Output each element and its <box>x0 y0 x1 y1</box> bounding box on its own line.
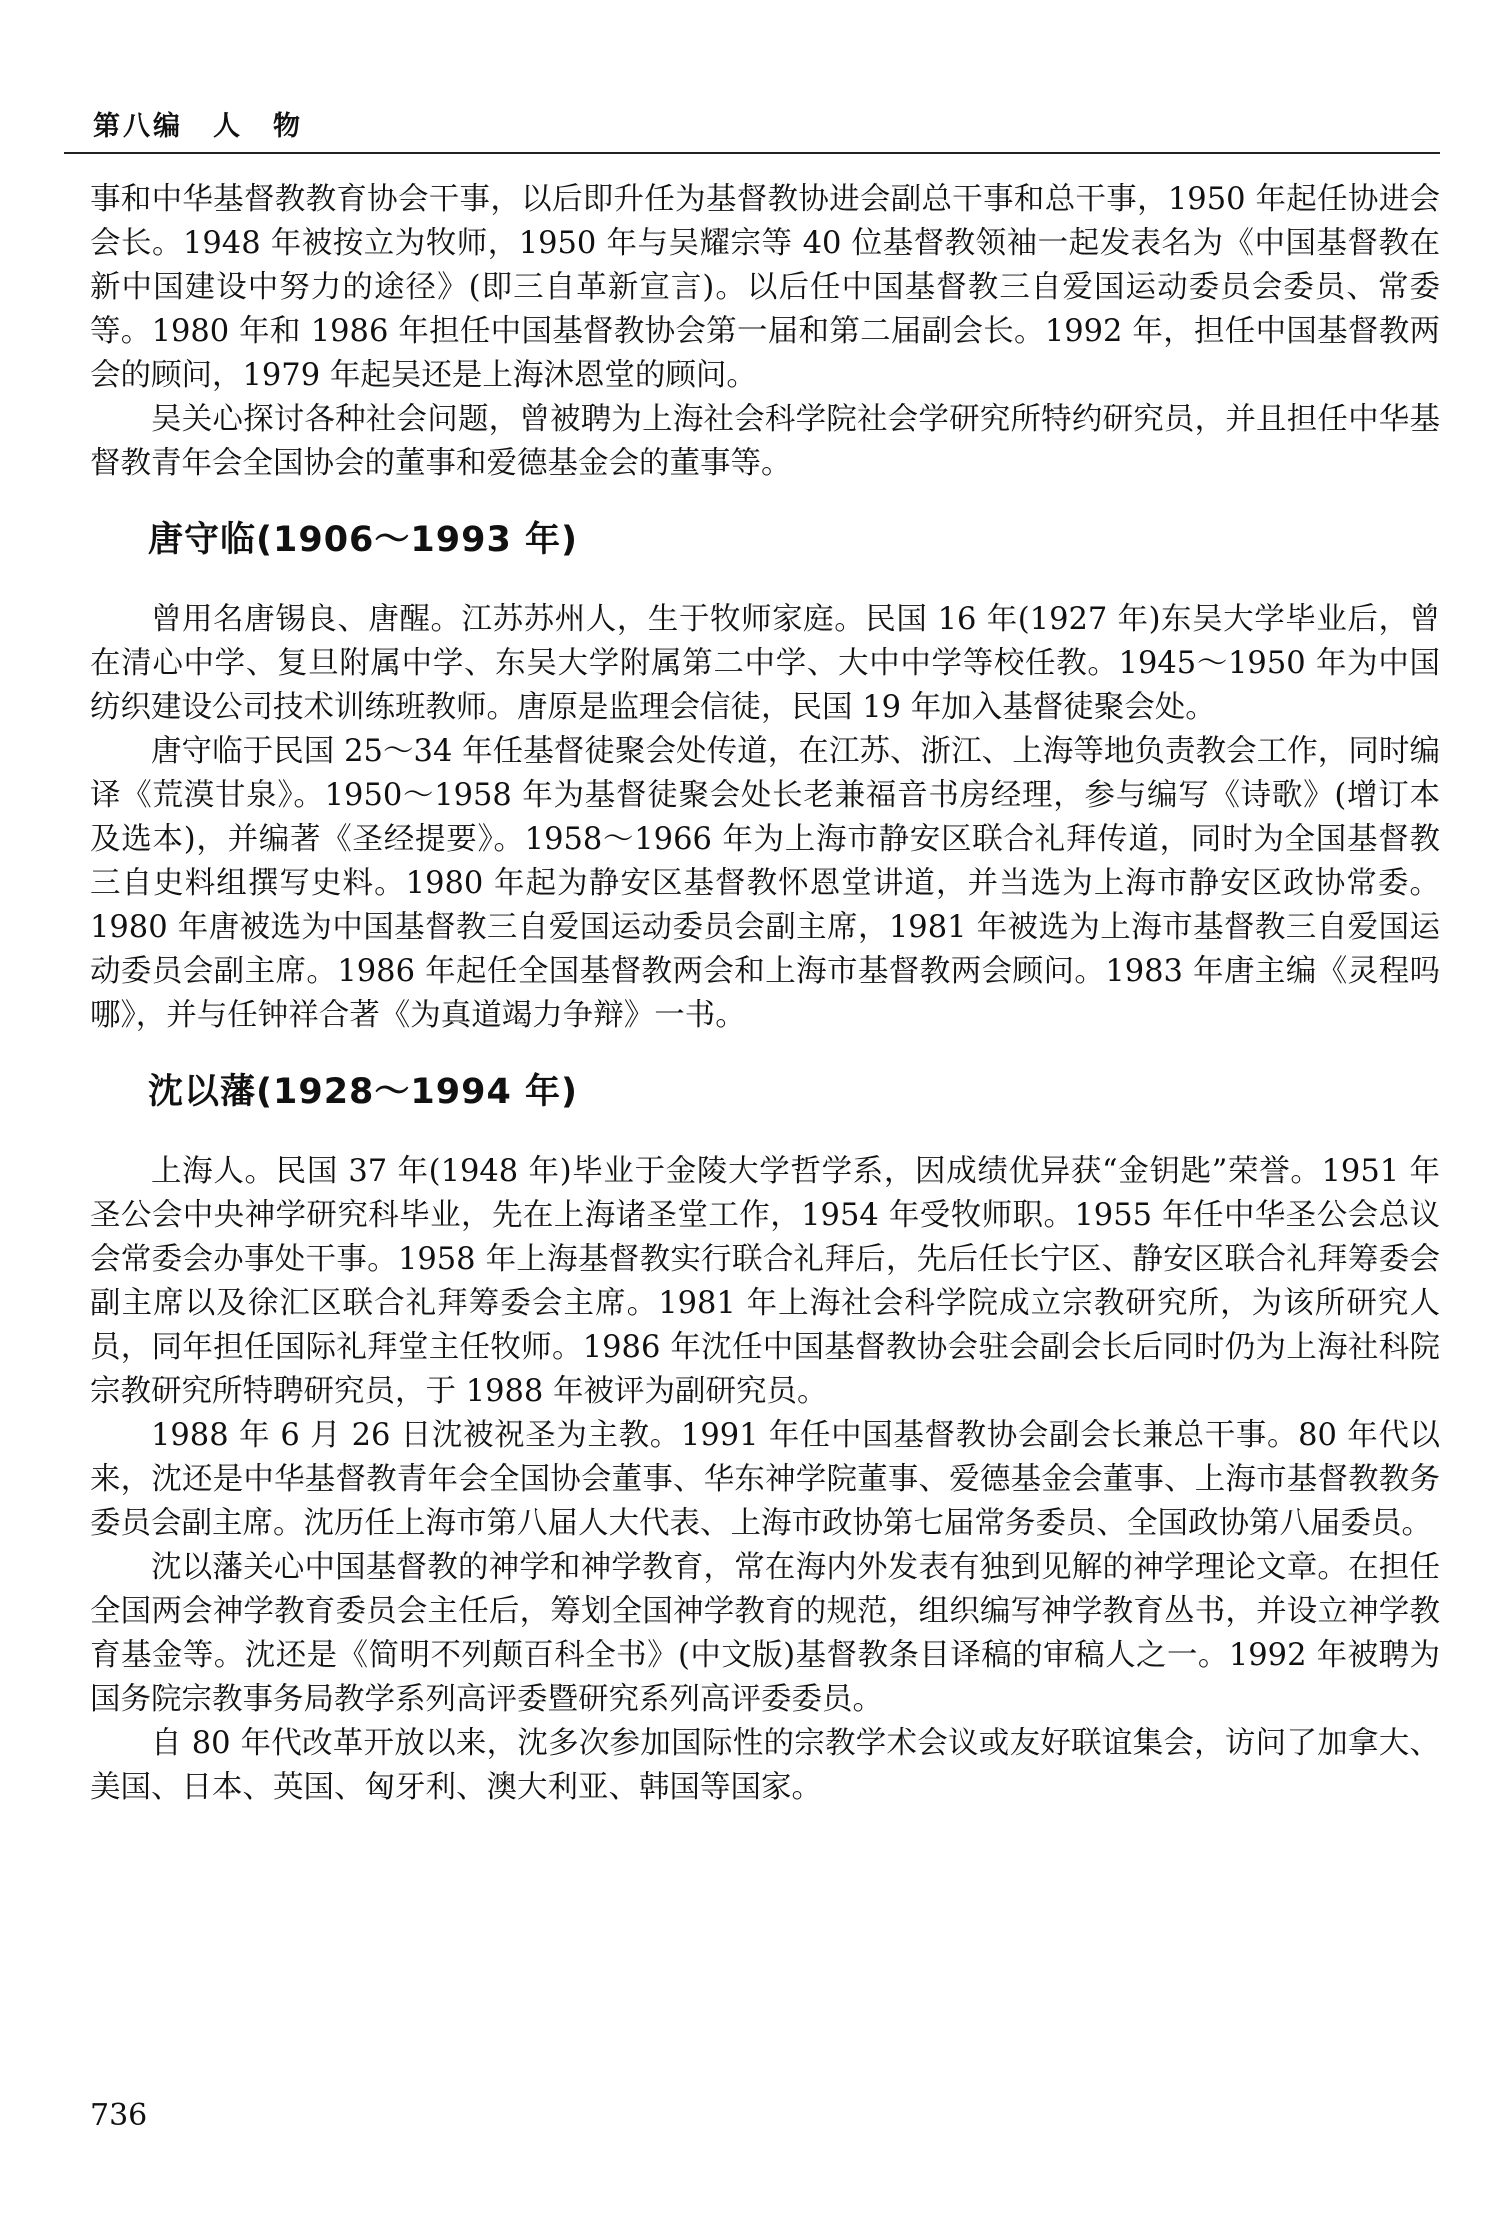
page-body <box>90 178 1440 1810</box>
paragraph-shen-3: 沈以藩关心中国基督教的神学和神学教育，常在海内外发表有独到见解的神学理论文章。在担任全国两会神学教育委员会主任后，筹划全国神学教育的规范，组织编写神学教育丛书，并设立神学教育基金等。沈还是《简明不列颠百科全书》(中文版)基督教条目译稿的审稿人之一。1992 年被聘为国务院宗教事务局教学系列高评委暨研究系列高评委委员。 <box>90 1550 1440 1717</box>
heading-tang-shoulin: 唐守临(1906～1993 年) <box>148 520 579 560</box>
page-number: 736 <box>90 2098 148 2133</box>
heading-shen-yifan: 沈以藩(1928～1994 年) <box>148 1072 579 1112</box>
paragraph-shen-4: 自 80 年代改革开放以来，沈多次参加国际性的宗教学术会议或友好联谊集会，访问了加拿大、美国、日本、英国、匈牙利、澳大利亚、韩国等国家。 <box>90 1726 1440 1805</box>
paragraph-shen-2: 1988 年 6 月 26 日沈被祝圣为主教。1991 年任中国基督教协会副会长兼总干事。80 年代以来，沈还是中华基督教青年会全国协会董事、华东神学院董事、爱德基金会董事、上海市基督教教务委员会副主席。沈历任上海市第八届人大代表、上海市政协第七届常务委员、全国政协第八届委员。 <box>90 1418 1440 1541</box>
paragraph-tang-1: 曾用名唐锡良、唐醒。江苏苏州人，生于牧师家庭。民国 16 年(1927 年)东吴大学毕业后，曾在清心中学、复旦附属中学、东吴大学附属第二中学、大中中学等校任教。1945～1950 年为中国纺织建设公司技术训练班教师。唐原是监理会信徒，民国 19 年加入基督徒聚会处。 <box>90 602 1440 725</box>
paragraph-shen-1: 上海人。民国 37 年(1948 年)毕业于金陵大学哲学系，因成绩优异获“金钥匙”荣誉。1951 年圣公会中央神学研究科毕业，先在上海诸圣堂工作，1954 年受牧师职。1955 年任中华圣公会总议会常委会办事处干事。1958 年上海基督教实行联合礼拜后，先后任长宁区、静安区联合礼拜筹委会副主席以及徐汇区联合礼拜筹委会主席。1981 年上海社会科学院成立宗教研究所，为该所研究人员，同年担任国际礼拜堂主任牧师。1986 年沈任中国基督教协会驻会副会长后同时仍为上海社科院宗教研究所特聘研究员，于 1988 年被评为副研究员。 <box>90 1154 1440 1409</box>
paragraph-wu-social: 吴关心探讨各种社会问题，曾被聘为上海社会科学院社会学研究所特约研究员，并且担任中华基督教青年会全国协会的董事和爱德基金会的董事等。 <box>90 402 1440 481</box>
paragraph-intro-continuation: 事和中华基督教教育协会干事，以后即升任为基督教协进会副总干事和总干事，1950 年起任协进会会长。1948 年被按立为牧师，1950 年与吴耀宗等 40 位基督教领袖一起发表名为《中国基督教在新中国建设中努力的途径》(即三自革新宣言)。以后任中国基督教三自爱国运动委员会委员、常委等。1980 年和 1986 年担任中国基督教协会第一届和第二届副会长。1992 年，担任中国基督教两会的顾问，1979 年起吴还是上海沐恩堂的顾问。 <box>90 182 1440 393</box>
running-header: 第八编 人 物 <box>93 111 303 142</box>
paragraph-tang-2: 唐守临于民国 25～34 年任基督徒聚会处传道，在江苏、浙江、上海等地负责教会工作，同时编译《荒漠甘泉》。1950～1958 年为基督徒聚会处长老兼福音书房经理，参与编写《诗歌》(增订本及选本)，并编著《圣经提要》。1958～1966 年为上海市静安区联合礼拜传道，同时为全国基督教三自史料组撰写史料。1980 年起为静安区基督教怀恩堂讲道，并当选为上海市静安区政协常委。1980 年唐被选为中国基督教三自爱国运动委员会副主席，1981 年被选为上海市基督教三自爱国运动委员会副主席。1986 年起任全国基督教两会和上海市基督教两会顾问。1983 年唐主编《灵程吗哪》，并与任钟祥合著《为真道竭力争辩》一书。 <box>90 734 1440 1033</box>
header-rule <box>64 152 1440 154</box>
